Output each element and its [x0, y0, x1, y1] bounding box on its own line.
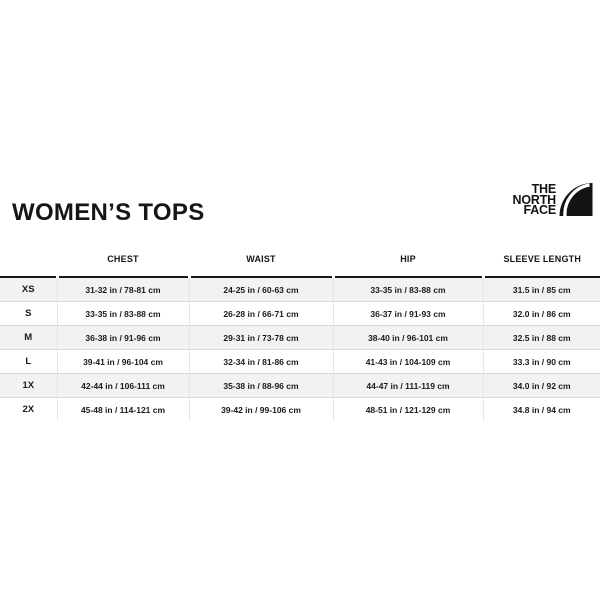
table-header-row: [0, 246, 600, 277]
waist-value: 32-34 in / 81-86 cm: [189, 350, 333, 374]
size-label: L: [0, 350, 57, 374]
table-row: [0, 326, 600, 350]
table-row: [0, 302, 600, 326]
table-row: [0, 374, 600, 398]
size-label: 2X: [0, 398, 57, 422]
sleeve-value: 31.5 in / 85 cm: [483, 277, 600, 302]
table-row: [0, 398, 600, 422]
sleeve-value: 34.0 in / 92 cm: [483, 374, 600, 398]
logo-line-north: NORTH: [512, 192, 556, 207]
waist-value: 29-31 in / 73-78 cm: [189, 326, 333, 350]
hip-value: 36-37 in / 91-93 cm: [333, 302, 483, 326]
chest-value: 31-32 in / 78-81 cm: [57, 277, 189, 302]
half-dome-icon: [559, 183, 593, 216]
logo-line-face: FACE: [523, 203, 556, 218]
hip-value: 41-43 in / 104-109 cm: [333, 350, 483, 374]
logo-line-the: THE: [531, 182, 556, 196]
col-header-sleeve: SLEEVE LENGTH: [483, 246, 600, 277]
col-header-waist: WAIST: [189, 246, 333, 277]
hip-value: 44-47 in / 111-119 cm: [333, 374, 483, 398]
logo-wordmark: [513, 184, 556, 216]
hip-value: 33-35 in / 83-88 cm: [333, 277, 483, 302]
chest-value: 36-38 in / 91-96 cm: [57, 326, 189, 350]
size-label: XS: [0, 277, 57, 302]
table-row: [0, 350, 600, 374]
sleeve-value: 32.0 in / 86 cm: [483, 302, 600, 326]
waist-value: 24-25 in / 60-63 cm: [189, 277, 333, 302]
waist-value: 39-42 in / 99-106 cm: [189, 398, 333, 422]
hip-value: 38-40 in / 96-101 cm: [333, 326, 483, 350]
table-row: [0, 277, 600, 302]
col-header-size: [0, 246, 57, 277]
chest-value: 45-48 in / 114-121 cm: [57, 398, 189, 422]
hip-value: 48-51 in / 121-129 cm: [333, 398, 483, 422]
the-north-face-logo: [513, 183, 593, 216]
size-label: S: [0, 302, 57, 326]
sleeve-value: 33.3 in / 90 cm: [483, 350, 600, 374]
size-label: 1X: [0, 374, 57, 398]
waist-value: 35-38 in / 88-96 cm: [189, 374, 333, 398]
col-header-hip: HIP: [333, 246, 483, 277]
size-label: M: [0, 326, 57, 350]
page-title: WOMEN’S TOPS: [12, 199, 205, 226]
size-chart-table: [0, 246, 600, 421]
waist-value: 26-28 in / 66-71 cm: [189, 302, 333, 326]
chest-value: 39-41 in / 96-104 cm: [57, 350, 189, 374]
chest-value: 33-35 in / 83-88 cm: [57, 302, 189, 326]
col-header-chest: CHEST: [57, 246, 189, 277]
chest-value: 42-44 in / 106-111 cm: [57, 374, 189, 398]
sleeve-value: 34.8 in / 94 cm: [483, 398, 600, 422]
sleeve-value: 32.5 in / 88 cm: [483, 326, 600, 350]
